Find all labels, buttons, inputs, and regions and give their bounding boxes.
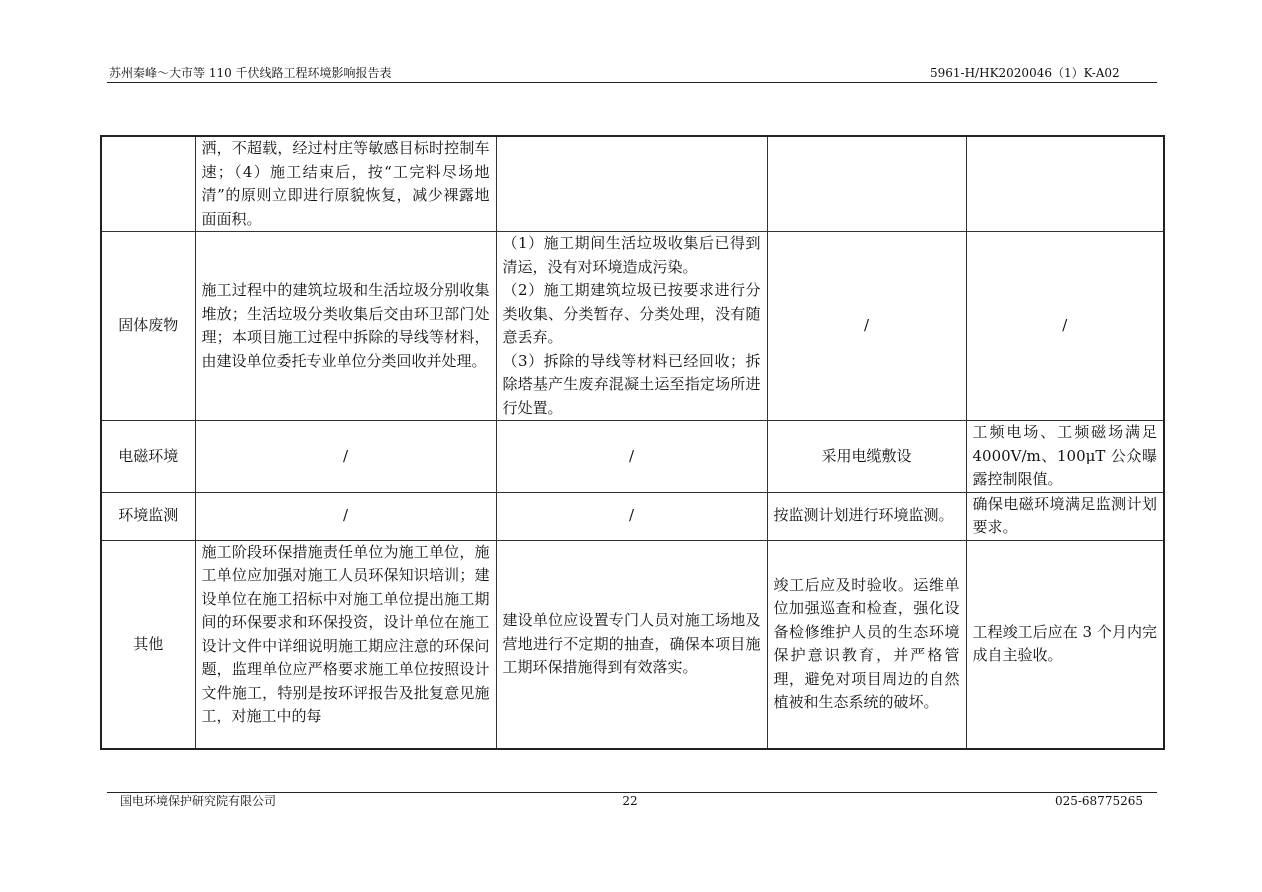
operation-measure-cell: /: [767, 232, 966, 421]
table-row: [101, 540, 1164, 749]
table-row: [101, 492, 1164, 540]
construction-measure-cell: 施工过程中的建筑垃圾和生活垃圾分别收集堆放；生活垃圾分类收集后交由环卫部门处理；本项目施工过程中拆除的导线等材料，由建设单位委托专业单位分类回收并处理。: [195, 232, 496, 421]
acceptance-requirement-cell: /: [966, 232, 1164, 421]
implementation-item: （1）施工期间生活垃圾收集后已得到清运，没有对环境造成污染。: [502, 234, 761, 276]
page-number: 22: [622, 794, 638, 808]
construction-measure-cell: 施工阶段环保措施责任单位为施工单位，施工单位应加强对施工人员环保知识培训；建设单位在施工招标中对施工单位提出施工期间的环保要求和环保投资，设计单位在施工设计文件中详细说明施工期应注意的环保问题，监理单位应严格要求施工单位按照设计文件施工，特别是按环评报告及批复意见施工，对施工中的每: [195, 540, 496, 749]
footer-rule: [107, 792, 1157, 793]
implementation-cell: [496, 232, 767, 421]
header-rule: [107, 82, 1157, 83]
construction-measure-cell: /: [195, 421, 496, 493]
table-row: [101, 232, 1164, 421]
implementation-cell: /: [496, 421, 767, 493]
operation-measure-cell: [767, 136, 966, 232]
construction-measure-cell: /: [195, 492, 496, 540]
acceptance-requirement-cell: 确保电磁环境满足监测计划要求。: [966, 492, 1164, 540]
category-cell: 环境监测: [101, 492, 195, 540]
acceptance-requirement-cell: [966, 136, 1164, 232]
implementation-item: （2）施工期建筑垃圾已按要求进行分类收集、分类暂存、分类处理，没有随意丢弃。: [502, 281, 761, 346]
footer-company: 国电环境保护研究院有限公司: [120, 794, 277, 808]
header-doc-number: 5961-H/HK2020046（1）K-A02: [930, 66, 1120, 80]
table-row: [101, 421, 1164, 493]
operation-measure-cell: 竣工后应及时验收。运维单位加强巡查和检查，强化设备检修维护人员的生态环境保护意识教育，并严格管理，避免对项目周边的自然植被和生态系统的破坏。: [767, 540, 966, 749]
acceptance-requirement-cell: 工程竣工后应在 3 个月内完成自主验收。: [966, 540, 1164, 749]
table-row: [101, 136, 1164, 232]
implementation-cell: 建设单位应设置专门人员对施工场地及营地进行不定期的抽查，确保本项目施工期环保措施得到有效落实。: [496, 540, 767, 749]
implementation-cell: [496, 136, 767, 232]
category-cell: 固体废物: [101, 232, 195, 421]
footer-phone: 025-68775265: [1054, 794, 1143, 808]
category-cell: 电磁环境: [101, 421, 195, 493]
operation-measure-cell: 按监测计划进行环境监测。: [767, 492, 966, 540]
construction-measure-cell: 洒，不超载，经过村庄等敏感目标时控制车速；（4）施工结束后，按“工完料尽场地清”的原则立即进行原貌恢复，减少裸露地面面积。: [195, 136, 496, 232]
operation-measure-cell: 采用电缆敷设: [767, 421, 966, 493]
category-cell: [101, 136, 195, 232]
implementation-cell: /: [496, 492, 767, 540]
implementation-item: （3）拆除的导线等材料已经回收；拆除塔基产生废弃混凝土运至指定场所进行处置。: [502, 351, 761, 417]
header-title: 苏州秦峰～大市等 110 千伏线路工程环境影响报告表: [109, 66, 392, 80]
measures-table: [100, 135, 1165, 750]
acceptance-requirement-cell: 工频电场、工频磁场满足 4000V/m、100μT 公众曝露控制限值。: [966, 421, 1164, 493]
category-cell: 其他: [101, 540, 195, 749]
